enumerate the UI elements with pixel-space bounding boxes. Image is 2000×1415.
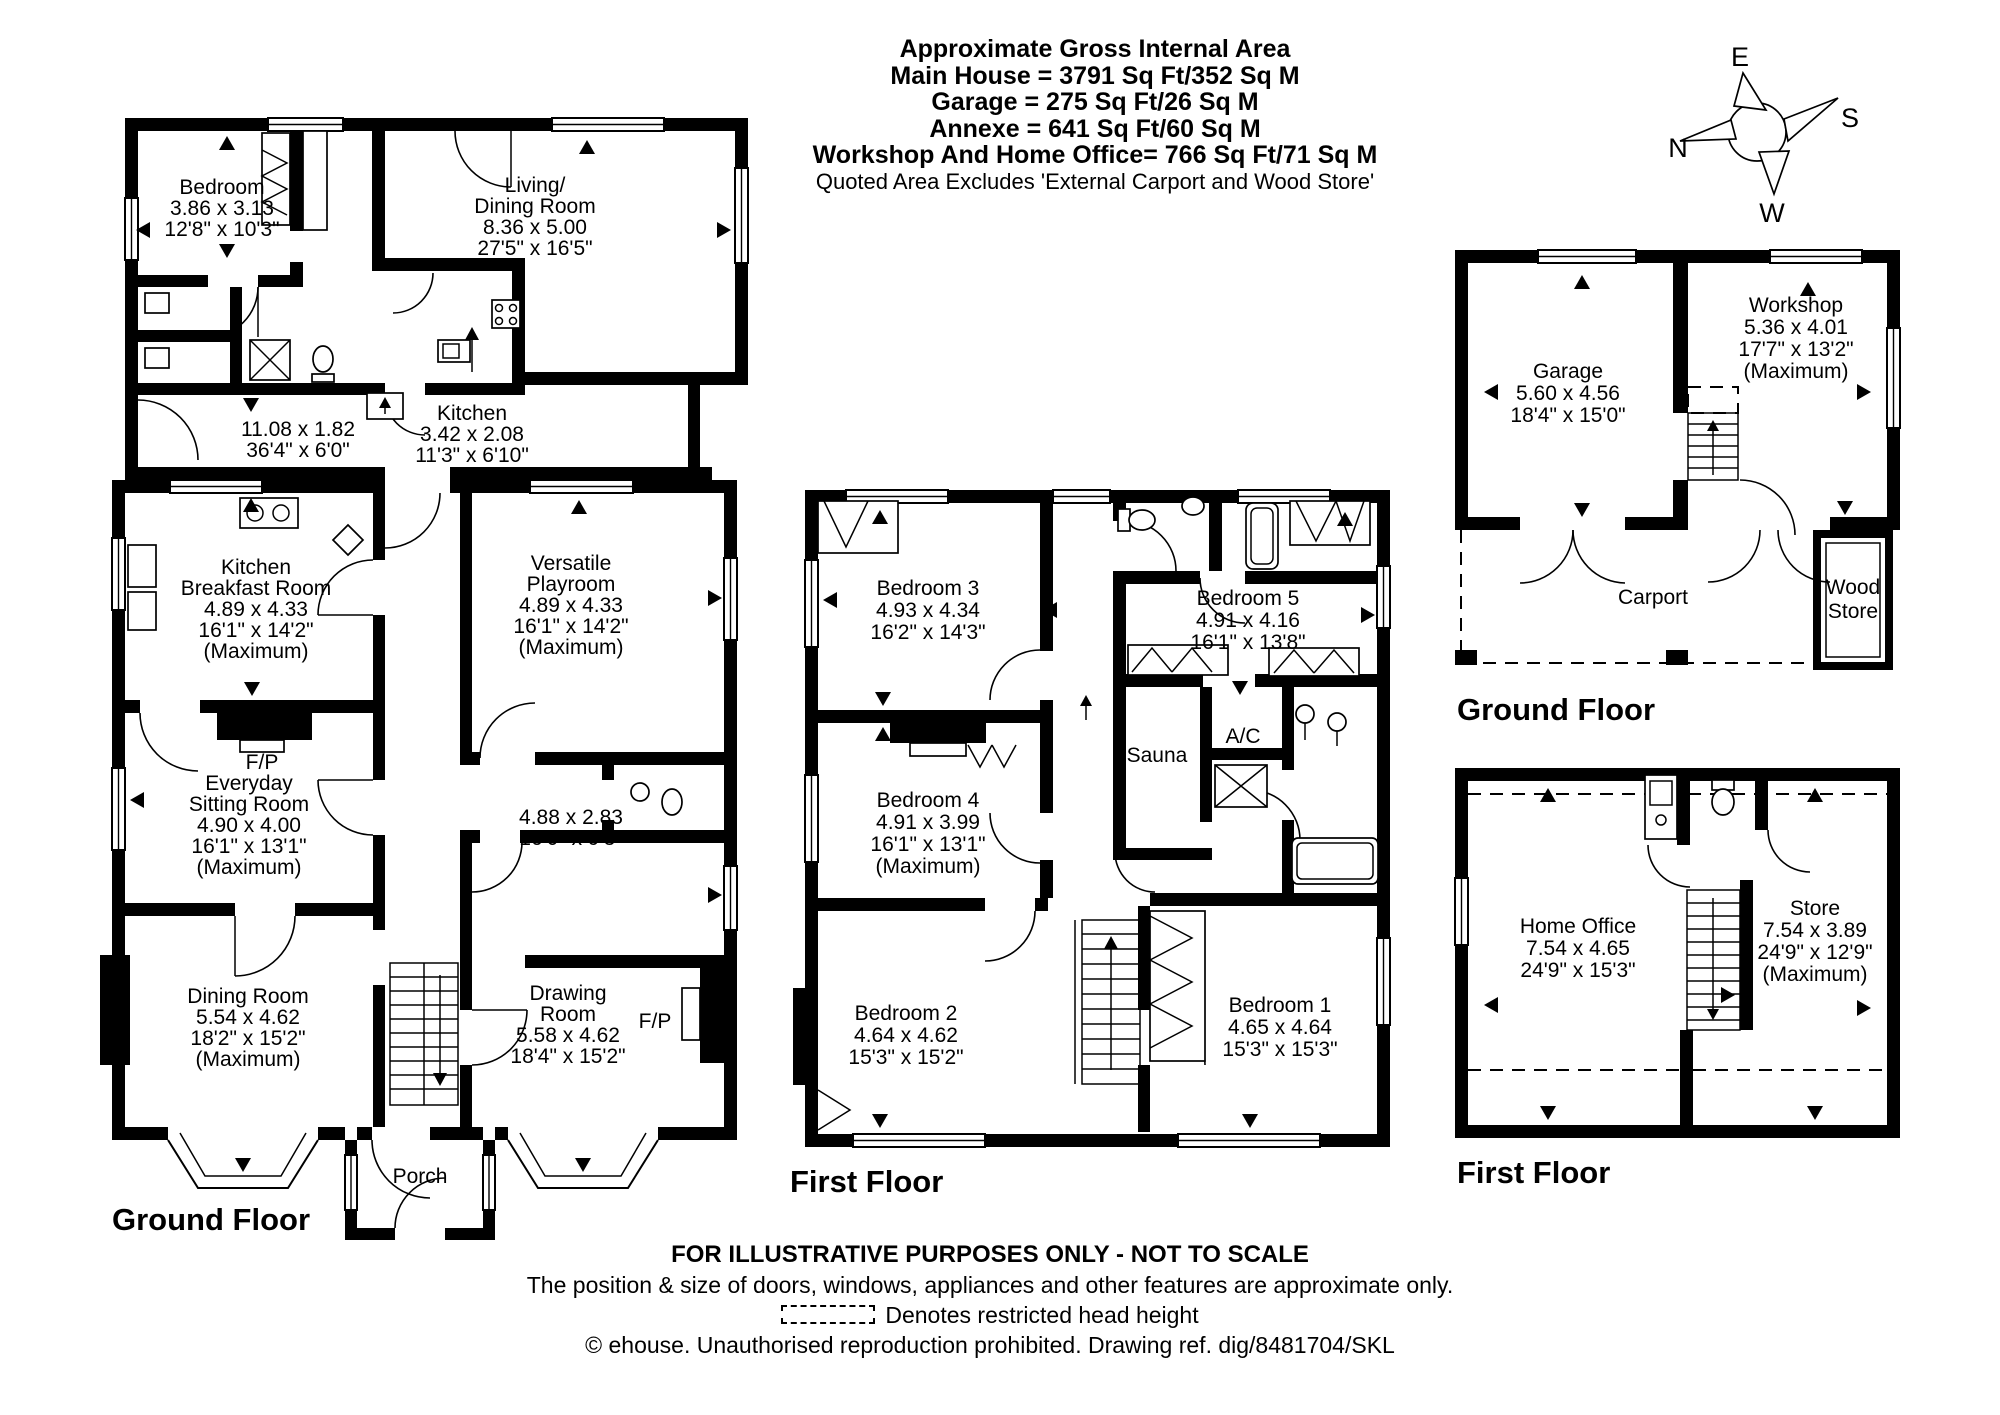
svg-text:Breakfast Room: Breakfast Room xyxy=(180,577,332,600)
svg-text:4.91 x 3.99: 4.91 x 3.99 xyxy=(876,811,980,834)
porch-structure xyxy=(345,1140,495,1240)
label-fireplace-2: F/P xyxy=(638,1010,672,1033)
svg-text:(Maximum): (Maximum) xyxy=(196,856,302,879)
svg-text:Sitting Room: Sitting Room xyxy=(188,793,310,816)
footer-copyright: © ehouse. Unauthorised reproduction prohibited. Drawing ref. dig/8481704/SKL xyxy=(585,1332,1395,1358)
footer-disclaimer: FOR ILLUSTRATIVE PURPOSES ONLY - NOT TO SCALE xyxy=(671,1241,1309,1268)
svg-text:Kitchen: Kitchen xyxy=(220,556,292,579)
label-bedroom-3 xyxy=(870,577,985,644)
svg-text:5.60 x 4.56: 5.60 x 4.56 xyxy=(1516,382,1620,405)
label-home-office xyxy=(1520,915,1636,982)
svg-text:Living/: Living/ xyxy=(504,174,566,197)
label-garage xyxy=(1510,360,1625,427)
main-ground-stairs xyxy=(390,963,458,1105)
svg-text:16'0" x 9'3": 16'0" x 9'3" xyxy=(519,827,623,850)
outbuilding-ground-floor-plan xyxy=(1455,250,1900,727)
main-house-first-floor-plan xyxy=(790,490,1390,1199)
svg-text:Bedroom 5: Bedroom 5 xyxy=(1196,587,1300,610)
header-exclusion-note: Quoted Area Excludes 'External Carport and Wood Store' xyxy=(815,168,1375,194)
out-first-windows xyxy=(1455,878,1468,945)
svg-text:7.54 x 3.89: 7.54 x 3.89 xyxy=(1763,919,1867,942)
label-everyday-sitting-room xyxy=(189,772,309,879)
label-annexe-bedroom xyxy=(164,176,279,241)
label-sauna: Sauna xyxy=(1126,744,1188,767)
svg-text:8.36 x 5.00: 8.36 x 5.00 xyxy=(483,216,587,239)
svg-text:(Maximum): (Maximum) xyxy=(195,1048,301,1071)
label-kitchen-breakfast-room xyxy=(181,556,332,663)
svg-text:16'1" x 14'2": 16'1" x 14'2" xyxy=(198,619,314,642)
header-main-house-area: Main House = 3791 Sq Ft/352 Sq M xyxy=(890,61,1300,90)
label-small-room xyxy=(519,806,623,850)
svg-text:15'3" x 15'2": 15'3" x 15'2" xyxy=(848,1046,964,1069)
svg-text:Bedroom 4: Bedroom 4 xyxy=(876,789,980,812)
svg-text:18'4" x 15'2": 18'4" x 15'2" xyxy=(510,1045,626,1068)
compass-east-label: E xyxy=(1730,42,1750,72)
svg-text:15'3" x 15'3": 15'3" x 15'3" xyxy=(1222,1038,1338,1061)
label-annexe-kitchen xyxy=(415,402,529,467)
svg-text:16'2" x 14'3": 16'2" x 14'3" xyxy=(870,621,986,644)
header-workshop-area: Workshop And Home Office= 766 Sq Ft/71 Sq M xyxy=(812,141,1378,169)
label-wood-store xyxy=(1826,576,1880,623)
outbuilding-first-floor-plan xyxy=(1455,768,1900,1190)
label-bedroom-4 xyxy=(870,789,985,878)
svg-text:Drawing: Drawing xyxy=(529,982,607,1005)
svg-text:4.64 x 4.62: 4.64 x 4.62 xyxy=(854,1024,958,1047)
label-main-ground-floor: Ground Floor xyxy=(112,1202,311,1237)
svg-text:5.36 x 4.01: 5.36 x 4.01 xyxy=(1744,316,1848,339)
svg-text:17'7" x 13'2": 17'7" x 13'2" xyxy=(1738,338,1854,361)
svg-text:11.08 x 1.82: 11.08 x 1.82 xyxy=(240,418,356,441)
label-bedroom-5 xyxy=(1190,587,1305,654)
svg-text:Wood: Wood xyxy=(1825,576,1881,599)
svg-text:16'1" x 13'1": 16'1" x 13'1" xyxy=(191,835,307,858)
header-garage-area: Garage = 275 Sq Ft/26 Sq M xyxy=(931,88,1259,116)
svg-text:16'1" x 13'1": 16'1" x 13'1" xyxy=(870,833,986,856)
svg-text:(Maximum): (Maximum) xyxy=(1743,360,1849,383)
label-outbuilding-first-floor: First Floor xyxy=(1457,1155,1611,1190)
label-fireplace-1: F/P xyxy=(245,751,279,774)
svg-text:4.65 x 4.64: 4.65 x 4.64 xyxy=(1228,1016,1332,1039)
svg-text:5.58 x 4.62: 5.58 x 4.62 xyxy=(516,1024,620,1047)
svg-text:(Maximum): (Maximum) xyxy=(1762,963,1868,986)
svg-text:16'1" x 14'2": 16'1" x 14'2" xyxy=(513,615,629,638)
svg-text:11'3" x 6'10": 11'3" x 6'10" xyxy=(415,444,529,467)
svg-text:3.86 x 3.13: 3.86 x 3.13 xyxy=(170,197,274,220)
label-bedroom-2 xyxy=(848,1002,963,1069)
main-house-ground-floor-plan xyxy=(100,480,737,1240)
svg-text:36'4" x 6'0": 36'4" x 6'0" xyxy=(246,439,350,462)
label-versatile-playroom xyxy=(513,552,628,659)
svg-text:(Maximum): (Maximum) xyxy=(203,640,309,663)
svg-text:Home Office: Home Office xyxy=(1519,915,1637,938)
svg-text:Dining Room: Dining Room xyxy=(474,195,596,218)
svg-text:Room: Room xyxy=(539,1003,597,1026)
svg-text:Garage: Garage xyxy=(1532,360,1604,383)
svg-text:Bedroom 3: Bedroom 3 xyxy=(876,577,980,600)
svg-text:5.54 x 4.62: 5.54 x 4.62 xyxy=(196,1006,300,1029)
footer-notes xyxy=(390,1240,1590,1360)
svg-text:Store: Store xyxy=(1827,600,1879,623)
compass-south-label: S xyxy=(1840,103,1860,133)
label-outbuilding-ground-floor: Ground Floor xyxy=(1457,692,1656,727)
svg-text:3.42 x 2.08: 3.42 x 2.08 xyxy=(420,423,524,446)
svg-text:4.88 x 2.83: 4.88 x 2.83 xyxy=(519,806,623,829)
label-drawing-room xyxy=(510,982,625,1068)
svg-text:Bedroom: Bedroom xyxy=(179,176,265,199)
svg-text:(Maximum): (Maximum) xyxy=(875,855,981,878)
footer-approximation-note: The position & size of doors, windows, appliances and other features are approximate only. xyxy=(526,1272,1454,1298)
label-bedroom-1 xyxy=(1222,994,1337,1061)
compass-rose xyxy=(1668,42,1859,228)
svg-text:Bedroom 1: Bedroom 1 xyxy=(1228,994,1332,1017)
header-annexe-area: Annexe = 641 Sq Ft/60 Sq M xyxy=(929,114,1261,143)
svg-text:27'5" x 16'5": 27'5" x 16'5" xyxy=(477,237,593,260)
label-annexe-living-dining xyxy=(474,174,595,260)
svg-text:Playroom: Playroom xyxy=(526,573,616,596)
out-ground-stairs xyxy=(1688,387,1738,480)
svg-text:Workshop: Workshop xyxy=(1748,294,1844,317)
footer-head-height-note: Denotes restricted head height xyxy=(390,1300,1590,1330)
label-workshop xyxy=(1738,294,1853,383)
svg-text:24'9" x 15'3": 24'9" x 15'3" xyxy=(1520,959,1636,982)
svg-text:4.93 x 4.34: 4.93 x 4.34 xyxy=(876,599,980,622)
restricted-head-height-key-icon xyxy=(781,1305,875,1324)
svg-text:4.89 x 4.33: 4.89 x 4.33 xyxy=(519,594,623,617)
label-store xyxy=(1757,897,1872,986)
svg-text:Kitchen: Kitchen xyxy=(436,402,508,425)
label-dining-room xyxy=(187,985,308,1071)
compass-north-label: N xyxy=(1668,133,1688,163)
svg-text:24'9" x 12'9": 24'9" x 12'9" xyxy=(1757,941,1873,964)
compass-west-label: W xyxy=(1759,198,1785,228)
svg-text:18'4" x 15'0": 18'4" x 15'0" xyxy=(1510,404,1626,427)
svg-text:Everyday: Everyday xyxy=(205,772,293,795)
label-carport: Carport xyxy=(1617,586,1689,609)
main-first-stairs xyxy=(1075,920,1140,1084)
svg-text:18'2" x 15'2": 18'2" x 15'2" xyxy=(190,1027,306,1050)
svg-text:4.91 x 4.16: 4.91 x 4.16 xyxy=(1196,609,1300,632)
svg-text:12'8" x 10'3": 12'8" x 10'3" xyxy=(164,218,280,241)
svg-text:(Maximum): (Maximum) xyxy=(518,636,624,659)
label-annexe-hall xyxy=(241,418,355,462)
svg-text:4.89 x 4.33: 4.89 x 4.33 xyxy=(204,598,308,621)
label-main-first-floor: First Floor xyxy=(790,1164,944,1199)
label-porch: Porch xyxy=(392,1165,448,1188)
svg-text:Versatile: Versatile xyxy=(530,552,612,575)
out-first-stairs xyxy=(1687,890,1740,1030)
svg-text:4.90 x 4.00: 4.90 x 4.00 xyxy=(197,814,301,837)
label-ac: A/C xyxy=(1225,725,1261,748)
svg-text:16'1" x 13'8": 16'1" x 13'8" xyxy=(1190,631,1306,654)
svg-text:Dining Room: Dining Room xyxy=(187,985,309,1008)
svg-text:Store: Store xyxy=(1789,897,1841,920)
svg-text:7.54 x 4.65: 7.54 x 4.65 xyxy=(1526,937,1630,960)
header-title: Approximate Gross Internal Area xyxy=(899,35,1291,63)
svg-text:Bedroom 2: Bedroom 2 xyxy=(854,1002,958,1025)
